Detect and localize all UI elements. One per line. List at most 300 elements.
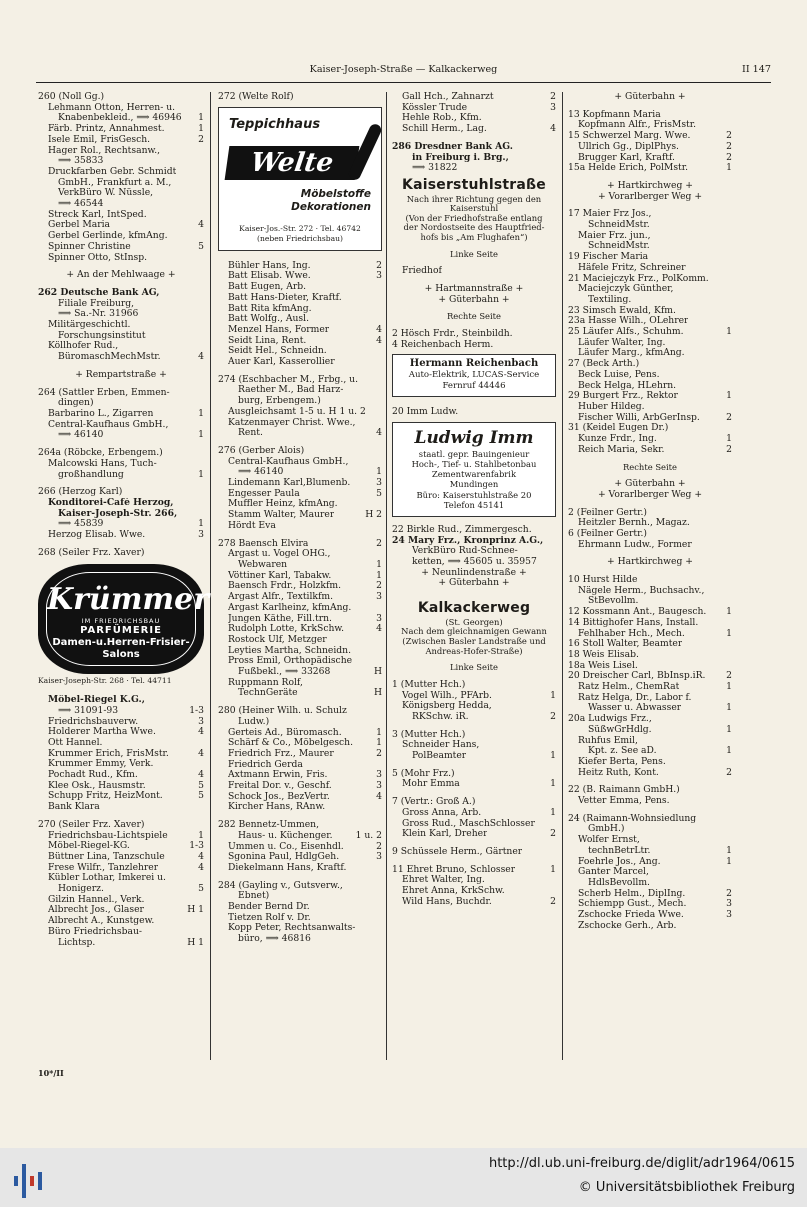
spacer	[218, 874, 382, 881]
floor-number	[553, 740, 556, 751]
floor-number	[729, 316, 732, 327]
entry-text: 22 Birkle Rud., Zimmergesch.	[392, 524, 532, 535]
directory-entry	[392, 329, 556, 340]
side-label: Linke Seite	[449, 248, 499, 259]
imm-line: Zementwarenfabrik	[431, 469, 517, 480]
entry-text: Hager Rol., Rechtsanw.,	[48, 145, 161, 156]
directory-entry	[568, 445, 732, 456]
entry-text: 23a Hasse Wilh., OLehrer	[568, 316, 689, 327]
directory-entry	[38, 448, 204, 459]
entry-text: Ummen u. Co., Eisenhdl.	[228, 841, 344, 852]
entry-text: 16 Stoll Walter, Beamter	[568, 639, 683, 650]
floor-number	[201, 916, 204, 927]
floor-number	[729, 814, 732, 825]
directory-entry	[38, 459, 204, 470]
directory-entry	[568, 295, 732, 306]
entry-text: Rostock Ulf, Metzger	[228, 634, 327, 645]
directory-entry	[38, 124, 204, 135]
floor-number	[553, 266, 556, 277]
floor-number	[729, 757, 732, 768]
street-note: Nach ihrer Richtung gegen den	[406, 193, 542, 204]
floor-number	[553, 730, 556, 741]
entry-text: Argast Karlheinz, kfmAng.	[228, 602, 352, 613]
floor-number	[201, 873, 204, 884]
floor-number	[553, 142, 556, 153]
cross-street: + Güterbahn +	[614, 91, 686, 102]
entry-text: TechnGeräte	[238, 688, 298, 699]
entry-text: Schiempp Gust., Mech.	[578, 899, 687, 910]
column-divider	[562, 92, 563, 1060]
imm-line: Hoch-, Tief- u. Stahlbetonbau	[411, 458, 537, 469]
floor-number	[201, 459, 204, 470]
floor-number: 4	[198, 220, 204, 231]
entry-text: Klee Osk., Hausmstr.	[48, 780, 146, 791]
entry-text: Heitzler Bernh., Magaz.	[578, 518, 690, 529]
floor-number	[729, 338, 732, 349]
entry-text: Batt Eugen, Arb.	[228, 282, 307, 293]
entry-text: Foehrle Jos., Ang.	[578, 856, 661, 867]
directory-entry	[568, 618, 732, 629]
floor-number	[201, 199, 204, 210]
entry-text: Schupp Fritz, HeizMont.	[48, 791, 163, 802]
directory-entry	[568, 671, 732, 682]
directory-entry	[218, 934, 382, 945]
directory-entry	[38, 895, 204, 906]
floor-number: 3	[376, 781, 382, 792]
directory-entry	[38, 717, 204, 728]
floor-number: 1	[726, 703, 732, 714]
directory-entry	[568, 714, 732, 725]
directory-entry	[392, 103, 556, 114]
entry-text: Seidt Lina, Rent.	[228, 335, 307, 346]
entry-text: Ganter Marcel,	[578, 867, 649, 878]
floor-number	[729, 274, 732, 285]
entry-text: Büro Friedrichsbau-	[48, 926, 143, 937]
directory-entry	[568, 327, 732, 338]
entry-text: Königsberg Hedda,	[402, 701, 492, 712]
floor-number	[553, 525, 556, 536]
entry-text: 20 Dreischer Carl, BbInsp.iR.	[568, 671, 706, 682]
entry-text: Isele Emil, FrisGesch.	[48, 134, 151, 145]
entry-text: Gerbel Maria	[48, 220, 111, 231]
entry-text: Lichtsp.	[58, 937, 96, 948]
floor-number	[379, 820, 382, 831]
directory-entry	[392, 142, 556, 153]
floor-number: 1	[726, 391, 732, 402]
directory-entry	[38, 156, 204, 167]
directory-entry	[218, 802, 382, 813]
entry-text: 4 Reichenbach Herm.	[392, 339, 494, 350]
entry-text: Central-Kaufhaus GmbH.,	[228, 456, 349, 467]
floor-number: 2	[376, 841, 382, 852]
entry-text: Albrecht A., Kunstgew.	[48, 916, 155, 927]
floor-number	[379, 802, 382, 813]
directory-entry	[218, 92, 382, 103]
directory-entry	[568, 661, 732, 672]
floor-number	[379, 293, 382, 304]
welte-service-1: Möbelstoffe	[300, 187, 371, 200]
directory-entry	[568, 370, 732, 381]
entry-text: Pross Emil, Orthopädische	[228, 656, 353, 667]
entry-text: ⟹ 46140	[238, 467, 284, 478]
entry-text: 278 Baensch Elvira	[218, 538, 309, 549]
entry-text: Kopp Peter, Rechtsanwalts-	[228, 923, 356, 934]
entry-text: 21 Maciejczyk Frz., PolKomm.	[568, 273, 709, 284]
entry-text: 5 (Mohr Frz.)	[392, 768, 455, 779]
floor-number	[379, 396, 382, 407]
directory-entry	[568, 910, 732, 921]
entry-text: 15 Schwerzel Marg. Wwe.	[568, 131, 691, 142]
entry-text: ⟹ 45839	[58, 519, 104, 530]
library-logo-icon	[10, 1158, 50, 1198]
entry-text: Webwaren	[238, 559, 288, 570]
spacer	[392, 322, 556, 329]
floor-number	[201, 398, 204, 409]
imm-ad	[392, 422, 556, 517]
floor-number	[729, 348, 732, 359]
entry-text: Filiale Freiburg,	[58, 298, 135, 309]
floor-number: 4	[198, 851, 204, 862]
floor-number	[729, 796, 732, 807]
entry-text: Schill Herm., Lag.	[402, 124, 487, 135]
floor-number	[379, 881, 382, 892]
entry-text: ⟹ 46140	[58, 430, 104, 441]
directory-entry	[218, 842, 382, 853]
directory-entry	[218, 614, 382, 625]
cross-street: + Hartkirchweg +	[607, 556, 693, 568]
floor-number	[379, 499, 382, 510]
cross-street: + Rempartstraße +	[75, 368, 167, 380]
directory-entry	[218, 375, 382, 386]
floor-number: 4	[198, 748, 204, 759]
floor-number	[201, 146, 204, 157]
directory-entry	[218, 635, 382, 646]
entry-text: 2 Hösch Frdr., Steinbildh.	[392, 328, 513, 339]
floor-number	[201, 509, 204, 520]
floor-number: H	[373, 688, 382, 699]
directory-entry	[568, 575, 732, 586]
directory-entry	[218, 792, 382, 803]
floor-number	[379, 314, 382, 325]
floor-number	[553, 340, 556, 351]
directory-entry	[568, 703, 732, 714]
spacer	[218, 439, 382, 446]
directory-entry	[218, 678, 382, 689]
entry-text: RKSchw. iR.	[412, 711, 469, 722]
floor-number	[379, 375, 382, 386]
floor-number	[379, 678, 382, 689]
entry-text: 3 (Mutter Hch.)	[392, 729, 466, 740]
directory-entry	[568, 629, 732, 640]
directory-entry	[218, 446, 382, 457]
entry-text: Ullrich Gg., DiplPhys.	[578, 141, 679, 152]
directory-entry	[568, 518, 732, 529]
floor-number	[729, 736, 732, 747]
directory-entry	[218, 407, 382, 418]
floor-number	[729, 650, 732, 661]
floor-number	[553, 163, 556, 174]
entry-text: Ludw.)	[238, 716, 270, 727]
floor-number	[729, 120, 732, 131]
directory-entry	[568, 693, 732, 704]
entry-text: HdlsBevollm.	[588, 878, 650, 888]
directory-entry	[568, 824, 732, 835]
floor-number	[729, 110, 732, 121]
side-label: Rechte Seite	[446, 311, 502, 322]
entry-text: Friedrichsbauverw.	[48, 716, 139, 727]
header-rule	[36, 82, 771, 83]
welte-name: Welte	[225, 146, 360, 180]
directory-entry	[568, 607, 732, 618]
entry-text: Gross Rud., MaschSchlosser	[402, 818, 535, 829]
floor-number: 1	[726, 724, 732, 735]
column-4	[568, 92, 732, 932]
page-number: II 147	[742, 64, 771, 75]
entry-text: Fischer Willi, ArbGerInsp.	[578, 412, 700, 423]
directory-entry	[568, 120, 732, 131]
directory-entry	[38, 231, 204, 242]
floor-number	[201, 288, 204, 299]
directory-entry	[392, 808, 556, 819]
directory-entry	[568, 586, 732, 597]
floor-number	[729, 661, 732, 672]
entry-text: Batt Elisab. Wwe.	[228, 271, 311, 282]
entry-text: Herzog Elisab. Wwe.	[48, 530, 146, 541]
directory-entry	[568, 814, 732, 825]
entry-text: Fußbekl., ⟹ 33268	[238, 667, 331, 678]
entry-text: Kiefer Berta, Pens.	[578, 756, 666, 767]
directory-entry	[218, 891, 382, 902]
floor-number	[201, 331, 204, 342]
copyright: © Universitätsbibliothek Freiburg	[578, 1180, 795, 1195]
directory-entry	[568, 736, 732, 747]
spacer	[568, 202, 732, 209]
entry-text: großhandlung	[58, 469, 124, 480]
entry-text: VerkBüro W. Nüssle,	[58, 188, 154, 199]
entry-text: Freital Dor. v., Geschf.	[228, 781, 332, 792]
directory-entry	[568, 220, 732, 231]
directory-entry	[568, 540, 732, 551]
entry-text: 282 Bennetz-Ummen,	[218, 820, 319, 831]
entry-text: Wolfer Ernst,	[578, 835, 640, 846]
cross-street: + Neunlindenstraße +	[421, 566, 527, 578]
floor-number: 2	[550, 829, 556, 840]
entry-text: Maciejczyk Günther,	[578, 284, 674, 295]
floor-number	[201, 738, 204, 749]
imm-line: Mundingen	[449, 479, 499, 490]
entry-text: 264a (Röbcke, Erbengem.)	[38, 448, 163, 459]
entry-text: ⟹ 31822	[412, 163, 458, 174]
cross-street: + Vorarlberger Weg +	[597, 488, 703, 500]
column-divider	[386, 92, 387, 1060]
directory-entry	[568, 835, 732, 846]
directory-entry	[38, 146, 204, 157]
entry-text: Vogel Wilh., PFArb.	[402, 690, 492, 701]
entry-text: Lehmann Otton, Herren- u.	[48, 102, 176, 113]
floor-number: 2	[726, 888, 732, 899]
entry-text: Haus- u. Küchenger.	[238, 830, 333, 841]
entry-text: Kössler Trude	[402, 102, 468, 113]
floor-number: 1	[376, 559, 382, 570]
floor-number: 4	[376, 335, 382, 346]
floor-number: 4	[550, 124, 556, 135]
street-heading-kalkacker: Kalkackerweg	[417, 600, 531, 617]
entry-text: Konditorei-Café Herzog,	[48, 497, 174, 508]
floor-number	[553, 769, 556, 780]
entry-text: 14 Bittighofer Hans, Install.	[568, 617, 699, 628]
directory-entry	[568, 682, 732, 693]
column-1	[38, 92, 210, 948]
entry-text: Textiling.	[588, 294, 632, 305]
directory-entry	[392, 153, 556, 164]
floor-number	[379, 603, 382, 614]
entry-text: 17 Maier Frz Jos.,	[568, 209, 652, 220]
entry-text: Militärgeschichtl.	[48, 320, 131, 331]
entry-text: Wild Hans, Buchdr.	[402, 896, 492, 907]
floor-number	[379, 304, 382, 315]
directory-entry	[218, 881, 382, 892]
floor-number: 3	[376, 592, 382, 603]
entry-text: 274 (Eschbacher M., Frbg., u.	[218, 374, 358, 385]
floor-number	[729, 252, 732, 263]
spacer	[38, 480, 204, 487]
floor-number: 1-3	[189, 841, 204, 852]
floor-number	[553, 797, 556, 808]
entry-text: Möbel-Riegel-KG.	[48, 841, 130, 852]
street-heading-kaiserstuhl: Kaiserstuhlstraße	[402, 176, 546, 193]
entry-text: BüromaschMechMstr.	[58, 352, 161, 363]
floor-number	[729, 575, 732, 586]
entry-text: ⟹ 35833	[58, 156, 104, 167]
directory-entry	[568, 846, 732, 857]
floor-number	[553, 701, 556, 712]
floor-number	[729, 540, 732, 551]
floor-number: 3	[376, 852, 382, 863]
floor-number: 1	[550, 864, 556, 875]
directory-entry	[568, 423, 732, 434]
cross-street: + Hartkirchweg +	[607, 179, 693, 191]
directory-entry	[568, 785, 732, 796]
directory-entry	[218, 467, 382, 478]
entry-text: Engesser Paula	[228, 488, 300, 499]
floor-number	[201, 299, 204, 310]
entry-text: 18 Weis Elisab.	[568, 649, 639, 660]
directory-entry	[568, 899, 732, 910]
directory-entry	[218, 738, 382, 749]
entry-text: Ratz Helga, Dr., Labor f.	[578, 692, 692, 703]
floor-number: 2	[726, 131, 732, 142]
entry-text: büro, ⟹ 46816	[238, 934, 311, 945]
entry-text: Katzenmayer Christ. Wwe.,	[228, 417, 356, 428]
source-url[interactable]: http://dl.ub.uni-freiburg.de/diglit/adr1964/0615	[488, 1156, 795, 1171]
directory-entry	[218, 282, 382, 293]
directory-entry	[392, 897, 556, 908]
directory-entry	[38, 916, 204, 927]
directory-entry	[568, 402, 732, 413]
floor-number: 5	[376, 488, 382, 499]
entry-text: SüßwGrHdlg.	[588, 724, 652, 735]
imm-line: Telefon 45141	[443, 499, 505, 510]
floor-number	[379, 282, 382, 293]
directory-entry	[568, 878, 732, 889]
directory-entry	[38, 770, 204, 781]
entry-text: technBetrLtr.	[588, 845, 651, 856]
entry-text: Lindemann Karl,Blumenb.	[228, 478, 351, 489]
directory-entry	[392, 701, 556, 712]
spacer	[38, 381, 204, 388]
directory-entry	[568, 434, 732, 445]
directory-entry	[38, 781, 204, 792]
floor-number: 2	[726, 671, 732, 682]
floor-number	[201, 167, 204, 178]
entry-text: Krummer Erich, FrisMstr.	[48, 748, 169, 759]
floor-number: 4	[376, 324, 382, 335]
kruemmer-sub: IM FRIEDRICHSBAU	[81, 617, 161, 626]
directory-entry	[568, 857, 732, 868]
floor-number: 1	[198, 408, 204, 419]
entry-text: Schneider Hans,	[402, 740, 480, 751]
directory-entry	[218, 706, 382, 717]
entry-text: Wasser u. Abwasser	[588, 703, 682, 714]
entry-text: Ruppmann Rolf,	[228, 677, 303, 688]
directory-entry	[38, 802, 204, 813]
entry-text: Schock Jos., BezVertr.	[228, 791, 330, 802]
floor-number: 3	[726, 899, 732, 910]
floor-number	[201, 341, 204, 352]
directory-entry	[392, 407, 556, 418]
entry-text: 23 Simsch Ewald, Kfm.	[568, 305, 676, 316]
directory-entry	[392, 875, 556, 886]
directory-entry	[392, 113, 556, 124]
entry-text: Auer Karl, Kasserollier	[228, 357, 335, 368]
entry-text: ketten, ⟹ 45605 u. 35957	[412, 557, 537, 568]
entry-text: Gross Anna, Arb.	[402, 807, 482, 818]
entry-text: Ruhfus Emil,	[578, 735, 638, 746]
floor-number: 1	[550, 807, 556, 818]
spacer	[38, 813, 204, 820]
floor-number	[729, 370, 732, 381]
floor-number: 1	[726, 628, 732, 639]
spacer	[392, 762, 556, 769]
directory-entry	[392, 691, 556, 702]
directory-entry	[392, 92, 556, 103]
floor-number	[379, 902, 382, 913]
floor-number	[553, 875, 556, 886]
entry-text: 272 (Welte Rolf)	[218, 92, 294, 102]
directory-entry	[568, 413, 732, 424]
floor-number	[379, 760, 382, 771]
floor-number	[553, 886, 556, 897]
floor-number: 1	[550, 779, 556, 790]
reichenbach-service: Auto-Elektrik, LUCAS-Service	[408, 370, 540, 380]
floor-number: 1	[198, 830, 204, 841]
floor-number	[553, 113, 556, 124]
floor-number: 2	[376, 581, 382, 592]
floor-number	[729, 209, 732, 220]
floor-number	[729, 508, 732, 519]
welte-address	[219, 224, 381, 244]
entry-text: 22 (B. Raimann GmbH.)	[568, 785, 680, 796]
floor-number	[201, 420, 204, 431]
floor-number	[201, 188, 204, 199]
entry-text: Raether M., Bad Harz-	[238, 385, 344, 396]
directory-entry	[392, 525, 556, 536]
entry-text: Fehlhaber Hch., Mech.	[578, 628, 685, 639]
floor-number	[729, 639, 732, 650]
entry-text: 20a Ludwigs Frz.,	[568, 714, 652, 725]
welte-ad	[218, 107, 382, 251]
entry-text: 262 Deutsche Bank AG,	[38, 287, 160, 298]
